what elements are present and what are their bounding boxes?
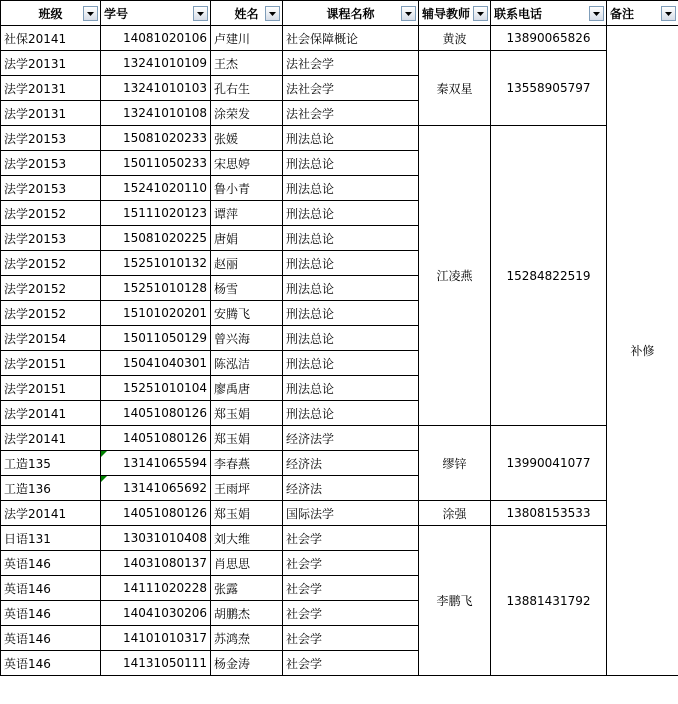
student-id-cell[interactable]: 15251010128 bbox=[101, 276, 211, 301]
student-name-cell[interactable]: 赵丽 bbox=[211, 251, 283, 276]
student-name-cell[interactable]: 郑玉娟 bbox=[211, 501, 283, 526]
teacher-cell[interactable]: 秦双星 bbox=[419, 51, 491, 126]
student-name-cell[interactable]: 唐娟 bbox=[211, 226, 283, 251]
class-cell[interactable]: 法学20152 bbox=[1, 251, 101, 276]
filter-dropdown-icon[interactable] bbox=[401, 6, 416, 21]
student-id-cell[interactable]: 13241010103 bbox=[101, 76, 211, 101]
header-name: 姓名 bbox=[211, 1, 283, 26]
table-row bbox=[1, 501, 678, 526]
class-cell[interactable]: 英语146 bbox=[1, 576, 101, 601]
student-name-cell[interactable]: 廖禹唐 bbox=[211, 376, 283, 401]
header-phone: 联系电话 bbox=[491, 1, 607, 26]
student-id-cell[interactable]: 14081020106 bbox=[101, 26, 211, 51]
student-id-cell[interactable]: 14051080126 bbox=[101, 501, 211, 526]
phone-cell[interactable]: 15284822519 bbox=[491, 126, 607, 426]
class-cell[interactable]: 工造135 bbox=[1, 451, 101, 476]
teacher-cell[interactable]: 江凌燕 bbox=[419, 126, 491, 426]
student-name-cell[interactable]: 杨雪 bbox=[211, 276, 283, 301]
filter-dropdown-icon[interactable] bbox=[661, 6, 676, 21]
student-id-cell[interactable]: 15101020201 bbox=[101, 301, 211, 326]
student-name-cell[interactable]: 刘大维 bbox=[211, 526, 283, 551]
header-class: 班级 bbox=[1, 1, 101, 26]
student-name-cell[interactable]: 张露 bbox=[211, 576, 283, 601]
course-name-cell[interactable]: 社会学 bbox=[283, 601, 419, 626]
student-name-cell[interactable]: 宋思婷 bbox=[211, 151, 283, 176]
course-name-cell[interactable]: 经济法 bbox=[283, 451, 419, 476]
student-id-cell[interactable]: 13241010108 bbox=[101, 101, 211, 126]
student-id-cell[interactable]: 15251010104 bbox=[101, 376, 211, 401]
student-id-cell[interactable]: 14131050111 bbox=[101, 651, 211, 676]
class-cell[interactable]: 法学20152 bbox=[1, 301, 101, 326]
student-name-cell[interactable]: 鲁小青 bbox=[211, 176, 283, 201]
course-name-cell[interactable]: 国际法学 bbox=[283, 501, 419, 526]
student-id-cell[interactable]: 13031010408 bbox=[101, 526, 211, 551]
student-name-cell[interactable]: 孔右生 bbox=[211, 76, 283, 101]
table-row bbox=[1, 126, 678, 151]
class-cell[interactable]: 法学20141 bbox=[1, 501, 101, 526]
course-name-cell[interactable]: 经济法 bbox=[283, 476, 419, 501]
student-id-cell[interactable]: 15111020123 bbox=[101, 201, 211, 226]
course-name-cell[interactable]: 经济法学 bbox=[283, 426, 419, 451]
table-row bbox=[1, 26, 678, 51]
student-id-cell[interactable]: 14031080137 bbox=[101, 551, 211, 576]
student-name-cell[interactable]: 涂荣发 bbox=[211, 101, 283, 126]
student-id-cell[interactable]: 15011050233 bbox=[101, 151, 211, 176]
student-name-cell[interactable]: 陈泓洁 bbox=[211, 351, 283, 376]
student-name-cell[interactable]: 谭萍 bbox=[211, 201, 283, 226]
class-cell[interactable]: 英语146 bbox=[1, 626, 101, 651]
student-name-cell[interactable]: 苏鸿焘 bbox=[211, 626, 283, 651]
header-remark: 备注 bbox=[607, 1, 678, 26]
class-cell[interactable]: 法学20152 bbox=[1, 276, 101, 301]
class-cell[interactable]: 法学20153 bbox=[1, 126, 101, 151]
student-name-cell[interactable]: 郑玉娟 bbox=[211, 401, 283, 426]
course-name-cell[interactable]: 刑法总论 bbox=[283, 226, 419, 251]
student-name-cell[interactable]: 杨金涛 bbox=[211, 651, 283, 676]
course-name-cell[interactable]: 刑法总论 bbox=[283, 151, 419, 176]
course-name-cell[interactable]: 法社会学 bbox=[283, 51, 419, 76]
class-cell[interactable]: 法学20152 bbox=[1, 201, 101, 226]
student-name-cell[interactable]: 郑玉娟 bbox=[211, 426, 283, 451]
class-cell[interactable]: 法学20131 bbox=[1, 101, 101, 126]
class-cell[interactable]: 法学20141 bbox=[1, 426, 101, 451]
class-cell[interactable]: 法学20151 bbox=[1, 376, 101, 401]
student-name-cell[interactable]: 曾兴海 bbox=[211, 326, 283, 351]
course-name-cell[interactable]: 刑法总论 bbox=[283, 326, 419, 351]
class-cell[interactable]: 法学20151 bbox=[1, 351, 101, 376]
course-name-cell[interactable]: 刑法总论 bbox=[283, 176, 419, 201]
filter-dropdown-icon[interactable] bbox=[589, 6, 604, 21]
class-cell[interactable]: 法学20131 bbox=[1, 51, 101, 76]
student-name-cell[interactable]: 王雨坪 bbox=[211, 476, 283, 501]
course-name-cell[interactable]: 社会学 bbox=[283, 576, 419, 601]
course-name-cell[interactable]: 刑法总论 bbox=[283, 351, 419, 376]
phone-cell[interactable]: 13990041077 bbox=[491, 426, 607, 501]
course-name-cell[interactable]: 刑法总论 bbox=[283, 301, 419, 326]
student-id-cell[interactable]: 14111020228 bbox=[101, 576, 211, 601]
remark-cell[interactable]: 补修 bbox=[607, 26, 678, 676]
phone-cell[interactable]: 13558905797 bbox=[491, 51, 607, 126]
teacher-cell[interactable]: 黄波 bbox=[419, 26, 491, 51]
teacher-cell[interactable]: 缪锌 bbox=[419, 426, 491, 501]
table-row bbox=[1, 526, 678, 551]
course-name-cell[interactable]: 社会学 bbox=[283, 651, 419, 676]
student-id-cell[interactable]: 14051080126 bbox=[101, 401, 211, 426]
header-student-id: 学号 bbox=[101, 1, 211, 26]
course-name-cell[interactable]: 社会保障概论 bbox=[283, 26, 419, 51]
student-name-cell[interactable]: 李春燕 bbox=[211, 451, 283, 476]
course-name-cell[interactable]: 社会学 bbox=[283, 551, 419, 576]
class-cell[interactable]: 法学20153 bbox=[1, 151, 101, 176]
student-id-cell[interactable]: 15011050129 bbox=[101, 326, 211, 351]
course-name-cell[interactable]: 社会学 bbox=[283, 526, 419, 551]
class-cell[interactable]: 工造136 bbox=[1, 476, 101, 501]
phone-cell[interactable]: 13808153533 bbox=[491, 501, 607, 526]
student-id-cell[interactable]: 13241010109 bbox=[101, 51, 211, 76]
student-id-cell[interactable]: 14101010317 bbox=[101, 626, 211, 651]
student-name-cell[interactable]: 胡鹏杰 bbox=[211, 601, 283, 626]
header-teacher: 辅导教师 bbox=[419, 1, 491, 26]
class-cell[interactable]: 法学20131 bbox=[1, 76, 101, 101]
student-id-cell[interactable]: 14051080126 bbox=[101, 426, 211, 451]
course-name-cell[interactable]: 刑法总论 bbox=[283, 376, 419, 401]
course-name-cell[interactable]: 刑法总论 bbox=[283, 201, 419, 226]
student-name-cell[interactable]: 安腾飞 bbox=[211, 301, 283, 326]
class-cell[interactable]: 法学20153 bbox=[1, 176, 101, 201]
teacher-cell[interactable]: 涂强 bbox=[419, 501, 491, 526]
phone-cell[interactable]: 13890065826 bbox=[491, 26, 607, 51]
filter-dropdown-icon[interactable] bbox=[83, 6, 98, 21]
class-cell[interactable]: 法学20141 bbox=[1, 401, 101, 426]
course-name-cell[interactable]: 刑法总论 bbox=[283, 126, 419, 151]
student-name-cell[interactable]: 卢建川 bbox=[211, 26, 283, 51]
student-id-cell[interactable]: 15041040301 bbox=[101, 351, 211, 376]
course-name-cell[interactable]: 刑法总论 bbox=[283, 251, 419, 276]
student-id-cell[interactable]: 13141065692 bbox=[101, 476, 211, 501]
student-id-cell[interactable]: 15081020233 bbox=[101, 126, 211, 151]
student-id-cell[interactable]: 13141065594 bbox=[101, 451, 211, 476]
table-row bbox=[1, 426, 678, 451]
student-id-cell[interactable]: 15241020110 bbox=[101, 176, 211, 201]
phone-cell[interactable]: 13881431792 bbox=[491, 526, 607, 676]
course-name-cell[interactable]: 法社会学 bbox=[283, 101, 419, 126]
class-cell[interactable]: 法学20154 bbox=[1, 326, 101, 351]
header-row bbox=[1, 1, 678, 26]
student-id-cell[interactable]: 15251010132 bbox=[101, 251, 211, 276]
header-course: 课程名称 bbox=[283, 1, 419, 26]
class-cell[interactable]: 社保20141 bbox=[1, 26, 101, 51]
filter-dropdown-icon[interactable] bbox=[265, 6, 280, 21]
student-id-cell[interactable]: 15081020225 bbox=[101, 226, 211, 251]
teacher-cell[interactable]: 李鹏飞 bbox=[419, 526, 491, 676]
course-name-cell[interactable]: 社会学 bbox=[283, 626, 419, 651]
filter-dropdown-icon[interactable] bbox=[473, 6, 488, 21]
class-cell[interactable]: 日语131 bbox=[1, 526, 101, 551]
course-name-cell[interactable]: 刑法总论 bbox=[283, 401, 419, 426]
course-name-cell[interactable]: 刑法总论 bbox=[283, 276, 419, 301]
course-name-cell[interactable]: 法社会学 bbox=[283, 76, 419, 101]
table-row bbox=[1, 51, 678, 76]
filter-dropdown-icon[interactable] bbox=[193, 6, 208, 21]
class-cell[interactable]: 法学20153 bbox=[1, 226, 101, 251]
student-id-cell[interactable]: 14041030206 bbox=[101, 601, 211, 626]
class-cell[interactable]: 英语146 bbox=[1, 651, 101, 676]
student-name-cell[interactable]: 张媛 bbox=[211, 126, 283, 151]
student-name-cell[interactable]: 肖思思 bbox=[211, 551, 283, 576]
class-cell[interactable]: 英语146 bbox=[1, 601, 101, 626]
student-name-cell[interactable]: 王杰 bbox=[211, 51, 283, 76]
class-cell[interactable]: 英语146 bbox=[1, 551, 101, 576]
